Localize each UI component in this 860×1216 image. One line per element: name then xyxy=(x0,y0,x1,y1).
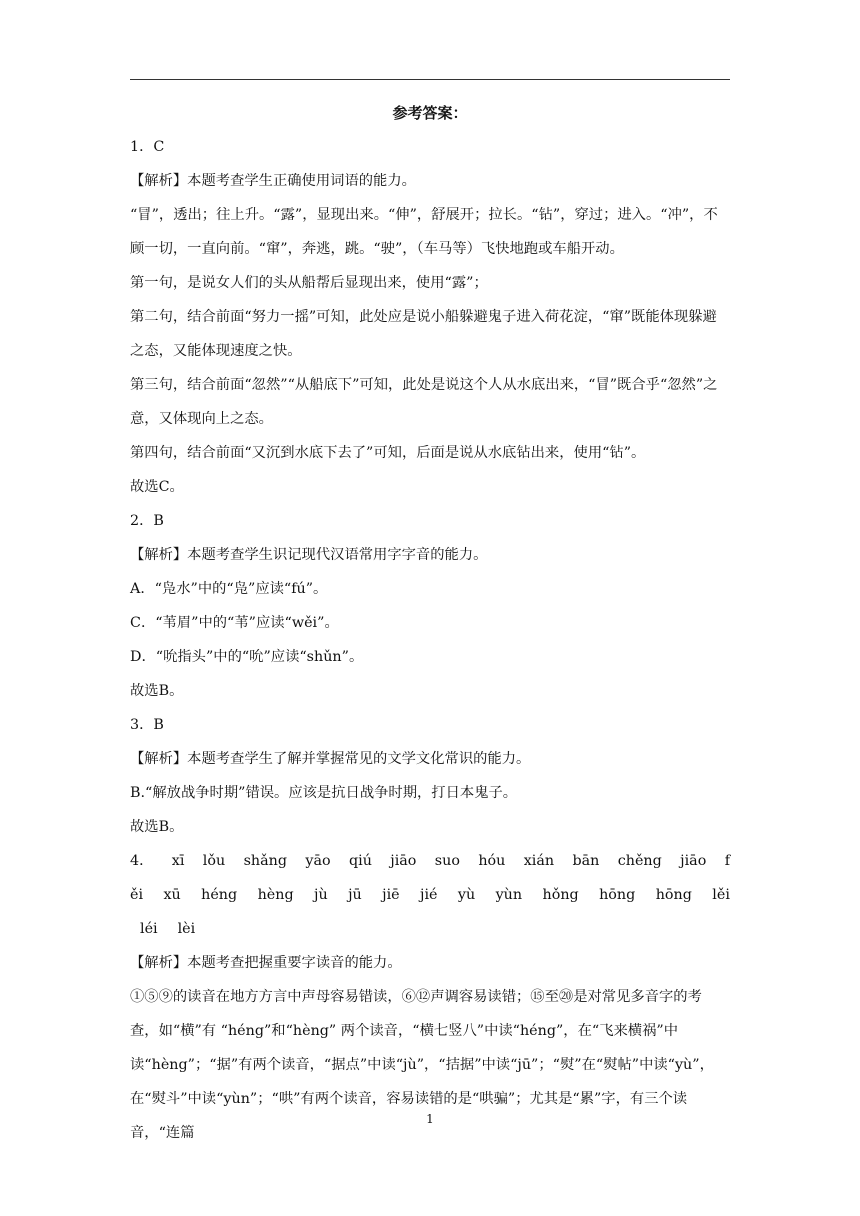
page-number: 1 xyxy=(426,1112,434,1126)
paragraph: C．“苇眉”中的“苇”应读“wěi”。 xyxy=(130,615,339,631)
answer-line: 3．B xyxy=(130,717,164,733)
paragraph: B.“解放战争时期”错误。应该是抗日战争时期，打日本鬼子。 xyxy=(130,785,518,801)
pinyin-row xyxy=(130,878,730,912)
pinyin-item: yùn xyxy=(495,887,523,903)
pinyin-item: f xyxy=(724,853,730,869)
pinyin-row xyxy=(130,844,730,878)
pinyin-row xyxy=(130,912,730,946)
pinyin-item: hǒng xyxy=(542,887,579,903)
answer-line: 2．B xyxy=(130,513,164,529)
pinyin-item: jiāo xyxy=(390,853,417,869)
analysis-line: 【解析】本题考查学生正确使用词语的能力。 xyxy=(130,173,416,189)
pinyin-item: héng xyxy=(201,887,238,903)
page-heading: 参考答案： xyxy=(392,104,468,122)
answer-line: 1．C xyxy=(130,139,165,155)
pinyin-item: qiú xyxy=(348,853,372,869)
paragraph: “冒”，透出；往上升。“露”，显现出来。“伸”，舒展开；拉长。“钻”，穿过；进入。“冲”，不顾一切，一直向前。“窜”，奔逃，跳。“驶”，（车马等）飞快地跑或车船开动。 xyxy=(130,207,718,257)
pinyin-item: jié xyxy=(420,887,438,903)
analysis-line: 【解析】本题考查把握重要字读音的能力。 xyxy=(130,955,402,971)
analysis-line: 【解析】本题考查学生识记现代汉语常用字字音的能力。 xyxy=(130,547,488,563)
pinyin-item: lèi xyxy=(177,921,196,937)
paragraph: 第一句，是说女人们的头从船帮后显现出来，使用“露”； xyxy=(130,275,488,291)
paragraph: 第四句，结合前面“又沉到水底下去了”可知，后面是说从水底钻出来，使用“钻”。 xyxy=(130,445,646,461)
pinyin-item: jù xyxy=(314,887,328,903)
conclusion-line: 故选B。 xyxy=(130,683,184,699)
conclusion-line: 故选B。 xyxy=(130,819,184,835)
paragraph: 第二句，结合前面“努力一摇”可知，此处应是说小船躲避鬼子进入荷花淀，“窜”既能体现躲避之态，又能体现速度之快。 xyxy=(130,309,717,359)
pinyin-item: jū xyxy=(348,887,362,903)
pinyin-item: xián xyxy=(523,853,555,869)
analysis-line: 【解析】本题考查学生了解并掌握常见的文学文化常识的能力。 xyxy=(130,751,531,767)
pinyin-item: bān xyxy=(572,853,600,869)
answer-body xyxy=(130,130,730,1150)
paragraph: ①⑤⑨的读音在地方方言中声母容易错读，⑥⑫声调容易读错；⑮至⑳是对常见多音字的考查，如“横”有 “héng”和“hèng” 两个读音，“横七竖八”中读“héng”，在“飞来横祸”中读“hèng”；“据”有两个读音，“据点”中读“jù”，“拮据”中读“jū”；“熨”在“熨帖”中读“yù”，在“熨斗”中读“yùn”；“哄”有两个读音，容易读错的是“哄骗”；尤其是“累”字，有三个读音，“连篇 xyxy=(130,989,714,1141)
header-rule xyxy=(130,79,730,80)
pinyin-item: jiē xyxy=(382,887,400,903)
pinyin-item: jiāo xyxy=(680,853,707,869)
paragraph: 第三句，结合前面“忽然”“从船底下”可知，此处是说这个人从水底出来，“冒”既合乎“忽然”之意，又体现向上之态。 xyxy=(130,377,718,427)
pinyin-item: xū xyxy=(163,887,181,903)
pinyin-item: hōng xyxy=(655,887,692,903)
pinyin-item: lǒu xyxy=(202,853,226,869)
pinyin-item: suo xyxy=(434,853,460,869)
pinyin-item: chěng xyxy=(617,853,662,869)
pinyin-item: hóu xyxy=(478,853,506,869)
pinyin-item: 4． xyxy=(130,853,154,869)
paragraph: A．“凫水”中的“凫”应读“fú”。 xyxy=(130,581,328,597)
pinyin-item: xī xyxy=(171,853,185,869)
conclusion-line: 故选C。 xyxy=(130,479,184,495)
pinyin-item: yāo xyxy=(305,853,331,869)
pinyin-item: shǎng xyxy=(243,853,287,869)
pinyin-item: hōng xyxy=(599,887,636,903)
pinyin-item: léi xyxy=(140,921,158,937)
pinyin-item: hèng xyxy=(257,887,294,903)
pinyin-item: ěi xyxy=(130,887,144,903)
paragraph: D．“吮指头”中的“吮”应读“shǔn”。 xyxy=(130,649,364,665)
pinyin-item: lěi xyxy=(712,887,730,903)
pinyin-item: yù xyxy=(457,887,476,903)
